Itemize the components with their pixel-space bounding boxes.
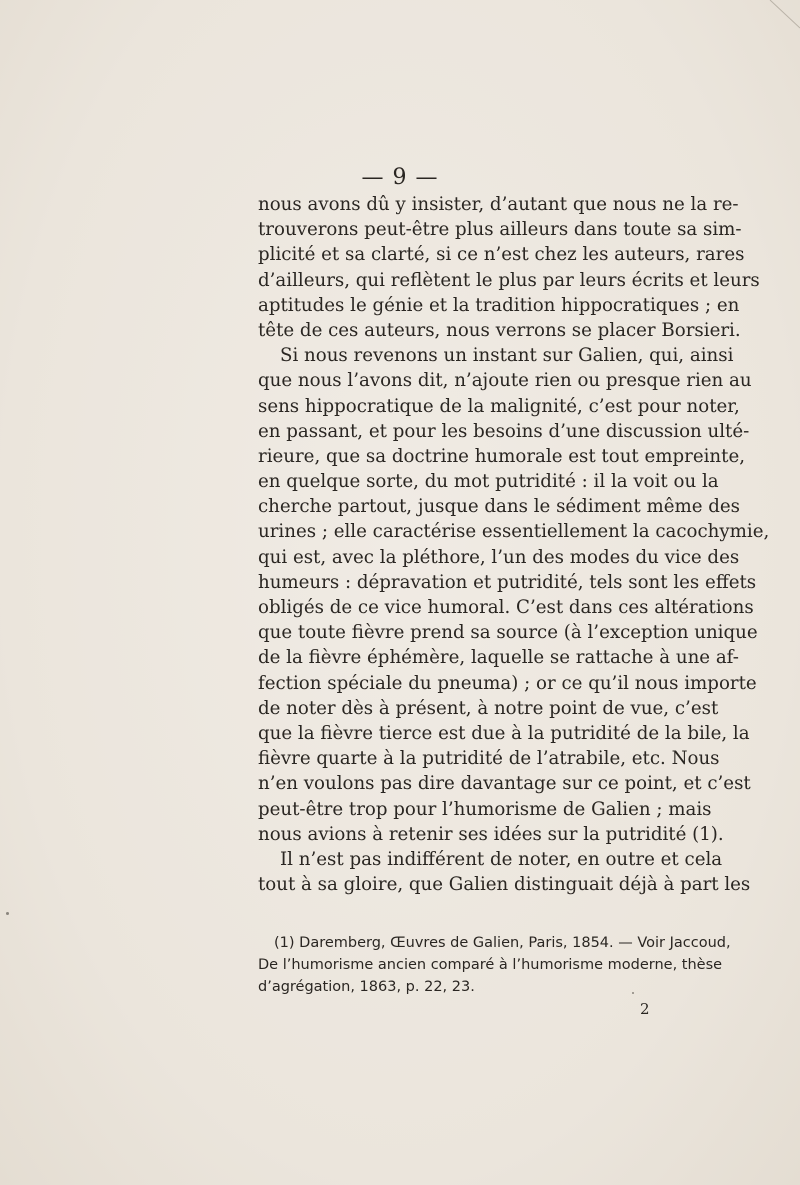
text-line: Si nous revenons un instant sur Galien, qui, ainsi bbox=[280, 345, 734, 367]
page-corner-mark bbox=[740, 0, 800, 40]
text-line: tête de ces auteurs, nous verrons se placer Borsieri. bbox=[258, 319, 741, 341]
signature-mark: 2 bbox=[640, 1000, 650, 1018]
text-line: de la fièvre éphémère, laquelle se rattache à une af- bbox=[258, 647, 739, 669]
text-line: que nous l’avons dit, n’ajoute rien ou presque rien au bbox=[258, 370, 752, 392]
text-line: aptitudes le génie et la tradition hippocratiques ; en bbox=[258, 294, 740, 316]
text-line: en quelque sorte, du mot putridité : il la voit ou la bbox=[258, 471, 719, 493]
text-line: Il n’est pas indifférent de noter, en outre et cela bbox=[280, 848, 723, 870]
text-line: urines ; elle caractérise essentiellement la cacochymie, bbox=[258, 521, 770, 543]
text-line: plicité et sa clarté, si ce n’est chez les auteurs, rares bbox=[258, 244, 745, 266]
footnote-line: De l’humorisme ancien comparé à l’humorisme moderne, thèse bbox=[258, 957, 723, 973]
text-line: fection spéciale du pneuma) ; or ce qu’il nous importe bbox=[258, 672, 757, 694]
text-line: sens hippocratique de la malignité, c’est pour noter, bbox=[258, 395, 740, 417]
text-line: n’en voulons pas dire davantage sur ce point, et c’est bbox=[258, 773, 751, 795]
text-line: cherche partout, jusque dans le sédiment même des bbox=[258, 496, 740, 518]
text-line: trouverons peut-être plus ailleurs dans toute sa sim- bbox=[258, 219, 742, 241]
footnote bbox=[258, 932, 731, 998]
body-text bbox=[258, 192, 770, 897]
text-line: peut-être trop pour l’humorisme de Galien ; mais bbox=[258, 798, 712, 820]
footnote-line: (1) Daremberg, Œuvres de Galien, Paris, 1854. — Voir Jaccoud, bbox=[274, 935, 731, 951]
text-line: humeurs : dépravation et putridité, tels sont les effets bbox=[258, 571, 757, 593]
text-line: qui est, avec la pléthore, l’un des modes du vice des bbox=[258, 546, 740, 568]
text-line: obligés de ce vice humoral. C’est dans ces altérations bbox=[258, 597, 754, 618]
text-line: nous avons dû y insister, d’autant que nous ne la re- bbox=[258, 194, 739, 215]
text-line: fièvre quarte à la putridité de l’atrabile, etc. Nous bbox=[258, 748, 720, 770]
text-line: que toute fièvre prend sa source (à l’exception unique bbox=[258, 622, 758, 644]
text-line: tout à sa gloire, que Galien distinguait déjà à part les bbox=[258, 874, 751, 896]
text-line: que la fièvre tierce est due à la putridité de la bile, la bbox=[258, 722, 750, 744]
text-line: d’ailleurs, qui reflètent le plus par leurs écrits et leurs bbox=[258, 269, 760, 291]
page-number: — 9 — bbox=[361, 165, 439, 190]
text-line: rieure, que sa doctrine humorale est tout empreinte, bbox=[258, 445, 745, 467]
footnote-line: d’agrégation, 1863, p. 22, 23. bbox=[258, 979, 475, 995]
text-line: nous avions à retenir ses idées sur la putridité (1). bbox=[258, 823, 724, 845]
text-line: de noter dès à présent, à notre point de vue, c’est bbox=[258, 697, 719, 719]
text-line: en passant, et pour les besoins d’une discussion ulté- bbox=[258, 420, 750, 442]
paper-speck bbox=[6, 912, 9, 915]
